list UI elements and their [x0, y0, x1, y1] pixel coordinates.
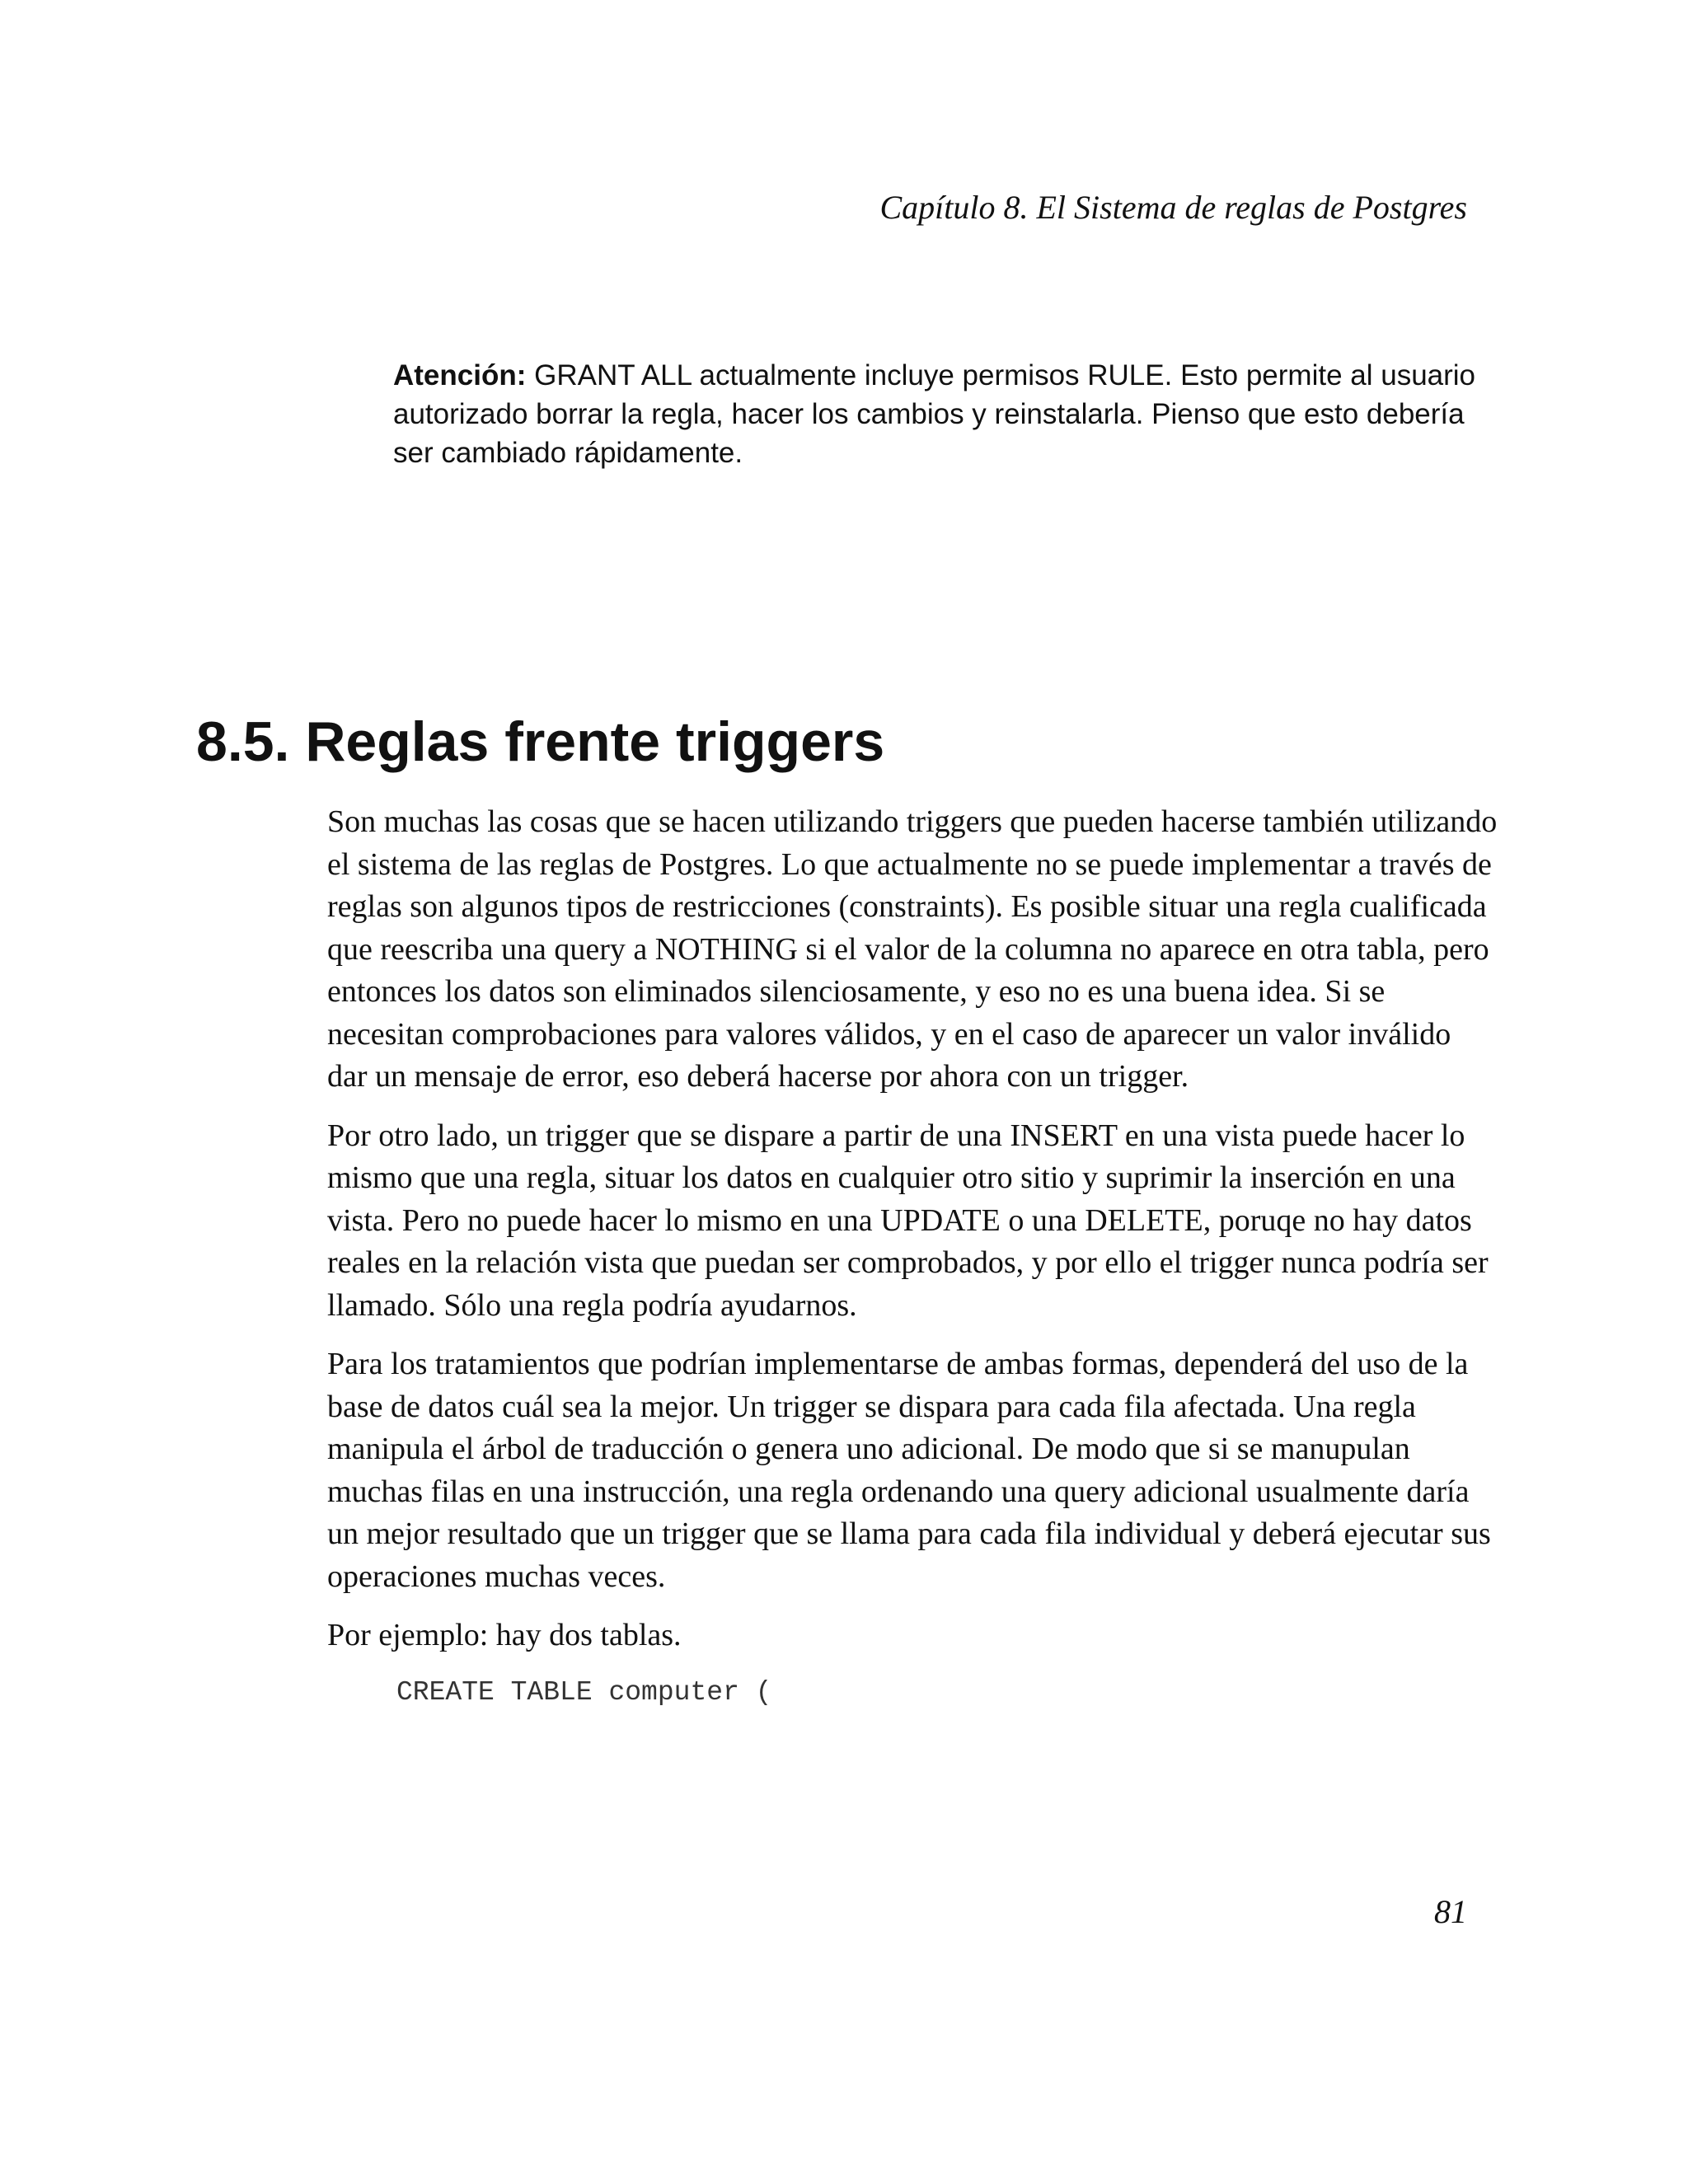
code-block: CREATE TABLE computer ( — [396, 1676, 772, 1708]
paragraph-1: Son muchas las cosas que se hacen utilizando triggers que pueden hacerse también utilizando el sistema de las reglas de Postgres. Lo que actualmente no se puede implementar a través de reglas son algunos tipos de restricciones (constraints). Es posible situar una regla cualificada que reescriba una query a NOTHING si el valor de la columna no aparece en otra tabla, pero entonces los datos son eliminados silenciosamente, y eso no es una buena idea. Si se necesitan comprobaciones para valores válidos, y en el caso de aparecer un valor inválido dar un mensaje de error, eso deberá hacerse por ahora con un trigger. — [327, 804, 1498, 1094]
attention-note — [393, 356, 1481, 472]
paragraph-3: Para los tratamientos que podrían implementarse de ambas formas, dependerá del uso de la base de datos cuál sea la mejor. Un trigger se dispara para cada fila afectada. Una regla manipula el árbol de traducción o genera uno adicional. De modo que si se manupulan muchas filas en una instrucción, una regla ordenando una query adicional usualmente daría un mejor resultado que un trigger que se llama para cada fila individual y deberá ejecutar sus operaciones muchas veces. — [327, 1347, 1491, 1594]
section-title: 8.5. Reglas frente triggers — [196, 710, 885, 773]
paragraph-4: Por ejemplo: hay dos tablas. — [327, 1618, 682, 1652]
note-label: Atención: — [393, 359, 527, 391]
running-header: Capítulo 8. El Sistema de reglas de Postgres — [879, 189, 1467, 226]
note-text: GRANT ALL actualmente incluye permisos RULE. Esto permite al usuario autorizado borrar la regla, hacer los cambios y reinstalarla. Pienso que esto debería ser cambiado rápidamente. — [393, 359, 1476, 469]
section-body — [327, 801, 1498, 1712]
page-number: 81 — [1434, 1893, 1467, 1930]
paragraph-2: Por otro lado, un trigger que se dispare a partir de una INSERT en una vista puede hacer lo mismo que una regla, situar los datos en cualquier otro sitio y suprimir la inserción en una vista. Pero no puede hacer lo mismo en una UPDATE o una DELETE, poruqe no hay datos reales en la relación vista que puedan ser comprobados, y por ello el trigger nunca podría ser llamado. Sólo una regla podría ayudarnos. — [327, 1118, 1489, 1323]
